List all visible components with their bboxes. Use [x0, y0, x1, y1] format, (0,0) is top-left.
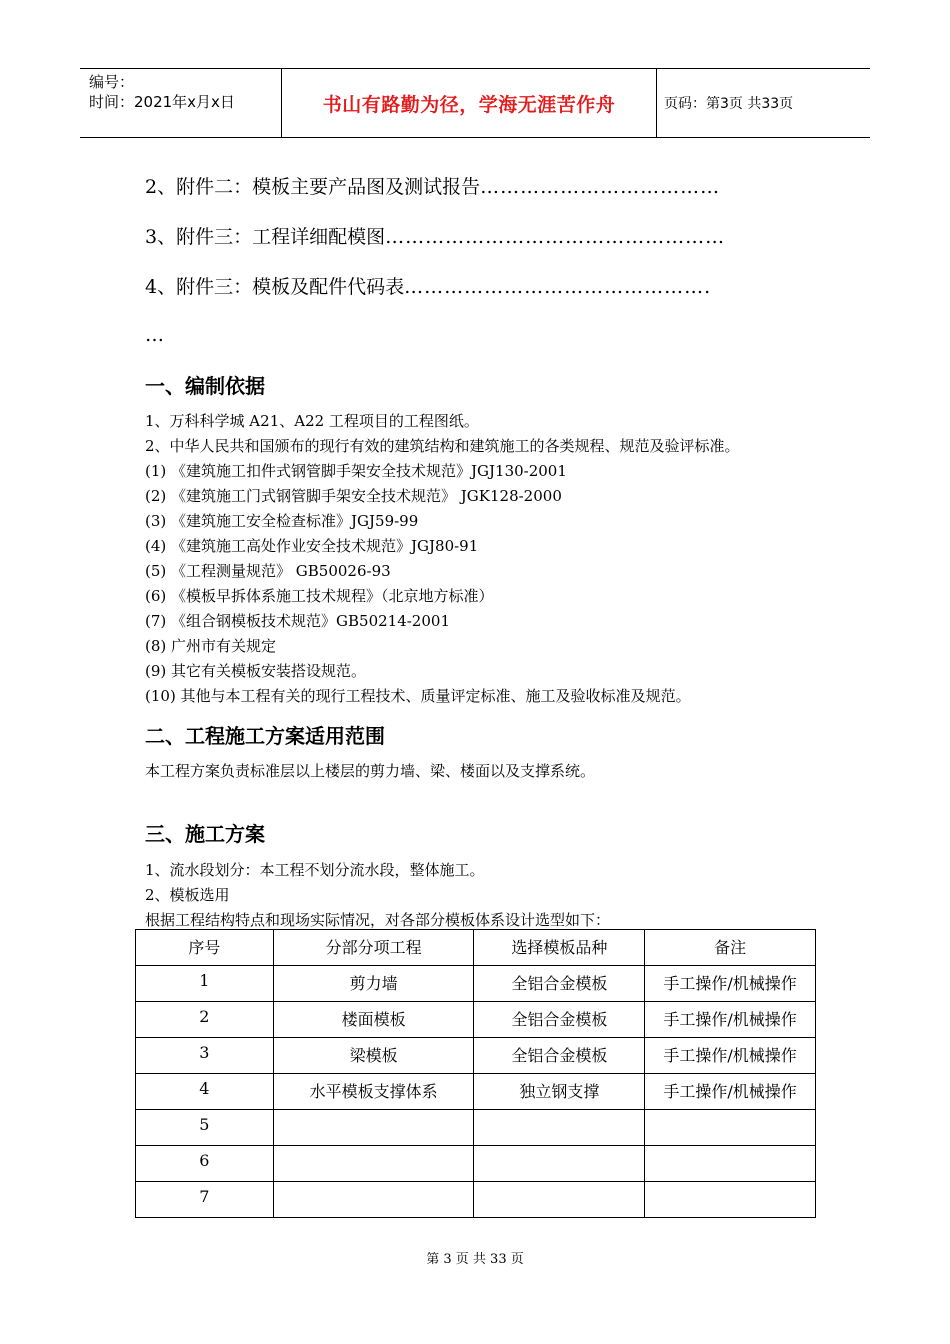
section-line: (9) 其它有关模板安装搭设规范。	[145, 662, 367, 680]
appendix-dots: ………………………………	[480, 176, 721, 198]
table-cell: 3	[136, 1038, 274, 1074]
section-line: 1、万科科学城 A21、A22 工程项目的工程图纸。	[145, 412, 479, 430]
table-cell: 6	[136, 1146, 274, 1182]
table-cell: 5	[136, 1110, 274, 1146]
table-cell: 手工操作/机械操作	[645, 1038, 816, 1074]
table-row	[136, 1074, 816, 1110]
table-cell	[474, 1182, 645, 1218]
table-cell	[273, 1110, 474, 1146]
header-page-info: 页码：第3页 共33页	[664, 96, 794, 112]
appendix-text: 4、附件三：模板及配件代码表	[145, 276, 405, 298]
table-cell	[273, 1182, 474, 1218]
section-line: (4) 《建筑施工高处作业安全技术规范》JGJ80-91	[145, 537, 479, 555]
page-footer: 第 3 页 共 33 页	[426, 1252, 524, 1267]
header-divider	[656, 69, 657, 137]
table-row	[136, 1146, 816, 1182]
table-row	[136, 1038, 816, 1074]
page-header	[80, 68, 870, 138]
table-cell: 水平模板支撑体系	[273, 1074, 474, 1110]
table-cell	[273, 1146, 474, 1182]
section-line: (1) 《建筑施工扣件式钢管脚手架安全技术规范》JGJ130-2001	[145, 462, 567, 480]
section-line: 1、流水段划分：本工程不划分流水段，整体施工。	[145, 861, 485, 879]
table-header-cell: 选择模板品种	[474, 930, 645, 966]
section-line: (6) 《模板早拆体系施工技术规程》（北京地方标准）	[145, 587, 494, 605]
appendix-item	[145, 324, 164, 346]
section-text: 本工程方案负责标准层以上楼层的剪力墙、梁、楼面以及支撑系统。	[145, 762, 596, 780]
table-header-cell: 分部分项工程	[273, 930, 474, 966]
section-line: (3) 《建筑施工安全检查标准》JGJ59-99	[145, 512, 419, 530]
time-label: 时间：2021年x月x日	[89, 93, 235, 111]
table-cell: 梁模板	[273, 1038, 474, 1074]
table-cell: 全铝合金模板	[474, 1002, 645, 1038]
table-cell	[645, 1146, 816, 1182]
appendix-item	[145, 272, 711, 299]
section-title: 二、工程施工方案适用范围	[145, 724, 385, 748]
code-label: 编号：	[89, 73, 135, 91]
appendix-dots: ……………………………………………	[385, 226, 726, 248]
table-cell: 手工操作/机械操作	[645, 1074, 816, 1110]
table-cell	[474, 1110, 645, 1146]
table-cell: 1	[136, 966, 274, 1002]
section-line: 2、中华人民共和国颁布的现行有效的建筑结构和建筑施工的各类规程、规范及验评标准。	[145, 437, 740, 455]
table-cell: 7	[136, 1182, 274, 1218]
header-motto: 书山有路勤为径，学海无涯苦作舟	[322, 93, 616, 116]
appendix-text: 3、附件三：工程详细配模图	[145, 226, 386, 248]
table-row	[136, 966, 816, 1002]
section-line: (7) 《组合钢模板技术规范》GB50214-2001	[145, 612, 450, 630]
table-row	[136, 1110, 816, 1146]
section-line: 2、模板选用	[145, 886, 230, 904]
table-cell: 独立钢支撑	[474, 1074, 645, 1110]
table-cell: 楼面模板	[273, 1002, 474, 1038]
appendix-item	[145, 172, 720, 199]
table-cell	[474, 1146, 645, 1182]
section-line: (10) 其他与本工程有关的现行工程技术、质量评定标准、施工及验收标准及规范。	[145, 687, 691, 705]
section-line: (8) 广州市有关规定	[145, 637, 277, 655]
table-cell: 剪力墙	[273, 966, 474, 1002]
appendix-text: 2、附件二：模板主要产品图及测试报告	[145, 176, 481, 198]
appendix-text: …	[145, 324, 164, 346]
section-line: (5) 《工程测量规范》 GB50026-93	[145, 562, 391, 580]
table-cell	[645, 1182, 816, 1218]
header-meta	[89, 72, 235, 112]
table-row	[136, 1182, 816, 1218]
table-cell	[645, 1110, 816, 1146]
table-header-row	[136, 930, 816, 966]
table-cell: 4	[136, 1074, 274, 1110]
section-line: (2) 《建筑施工门式钢管脚手架安全技术规范》 JGK128-2000	[145, 487, 562, 505]
table-cell: 手工操作/机械操作	[645, 966, 816, 1002]
section-title: 三、施工方案	[145, 822, 265, 846]
table-cell: 全铝合金模板	[474, 1038, 645, 1074]
table-cell: 全铝合金模板	[474, 966, 645, 1002]
section-title: 一、编制依据	[145, 374, 265, 398]
table-cell: 2	[136, 1002, 274, 1038]
table-header-cell: 序号	[136, 930, 274, 966]
table-row	[136, 1002, 816, 1038]
appendix-dots: ……………………………………….	[404, 276, 712, 298]
table-cell: 手工操作/机械操作	[645, 1002, 816, 1038]
appendix-item	[145, 222, 725, 249]
formwork-selection-table	[135, 929, 816, 1218]
table-header-cell: 备注	[645, 930, 816, 966]
section-line: 根据工程结构特点和现场实际情况，对各部分模板体系设计选型如下：	[145, 911, 611, 929]
